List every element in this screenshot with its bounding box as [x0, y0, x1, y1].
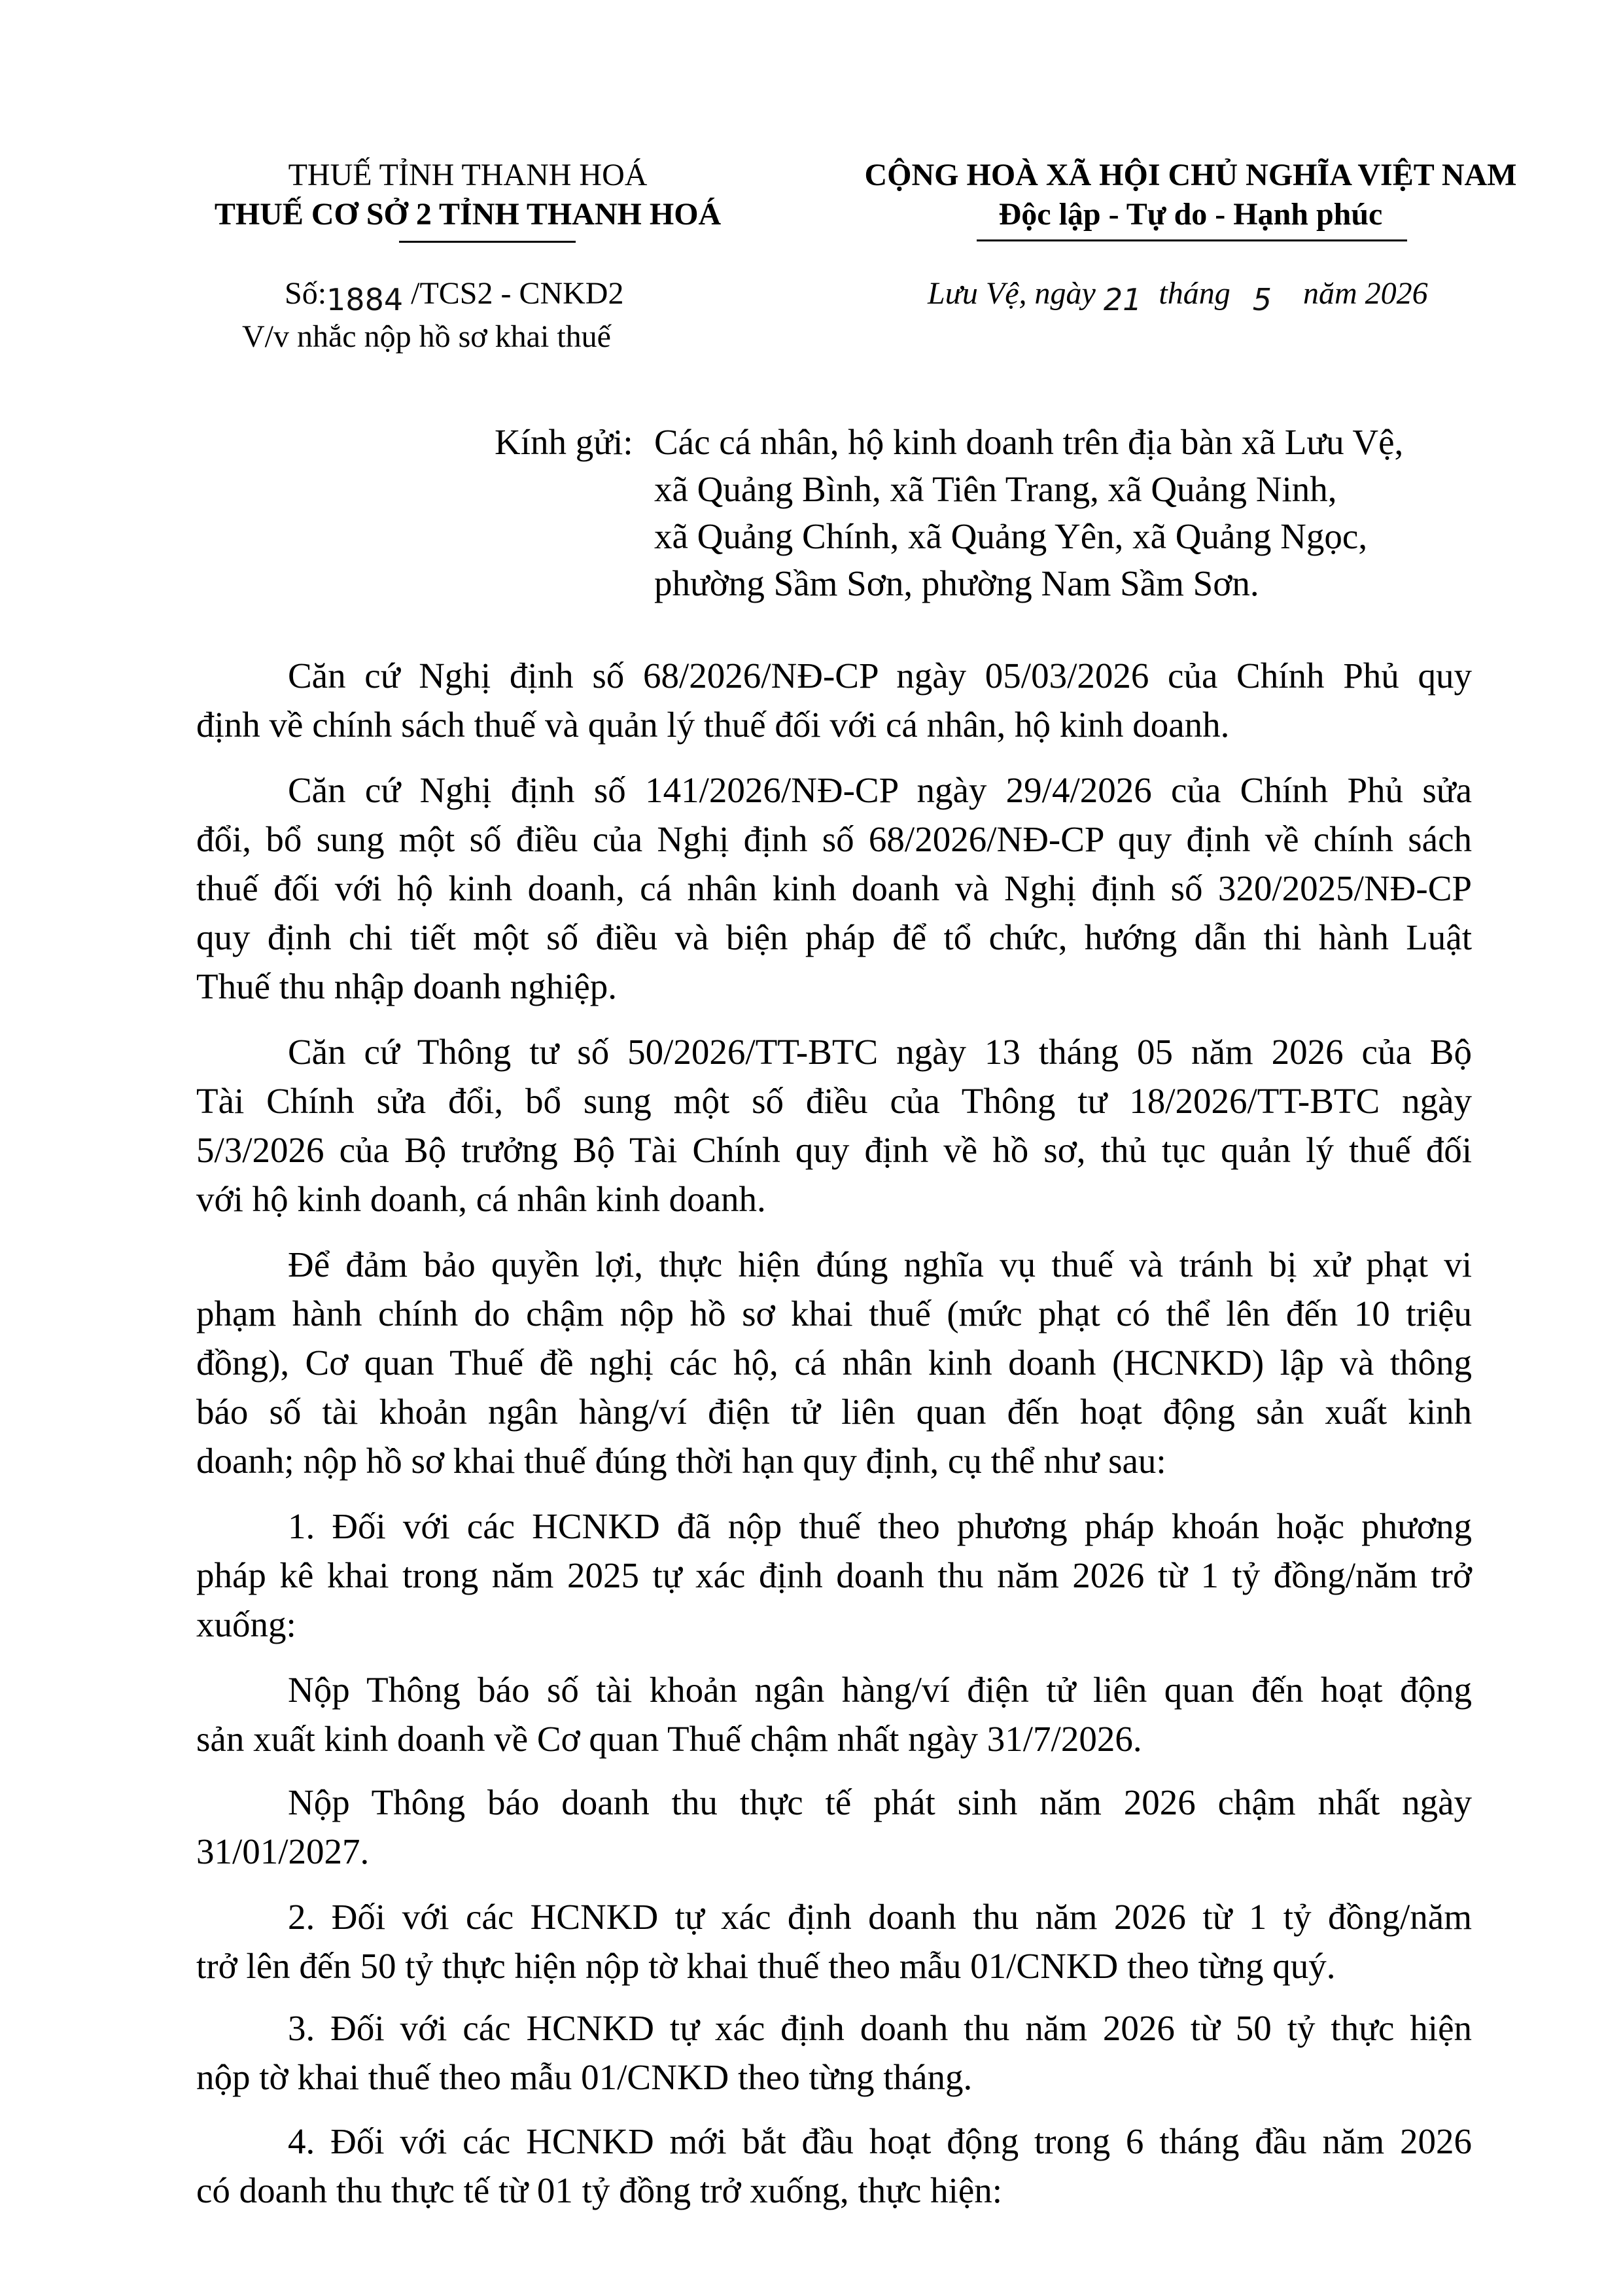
org-name-underline [399, 241, 576, 243]
text-line: đồng), Cơ quan Thuế đề nghị các hộ, cá nhân kinh doanh (HCNKD) lập và thông [196, 1343, 1472, 1383]
text-line: Để đảm bảo quyền lợi, thực hiện đúng nghĩa vụ thuế và tránh bị xử phạt vi [288, 1245, 1472, 1284]
text-line: 5/3/2026 của Bộ trưởng Bộ Tài Chính quy định về hồ sơ, thủ tục quản lý thuế đối [196, 1130, 1472, 1170]
date-year: năm 2026 [1302, 276, 1428, 311]
paragraph-item-3 [196, 2004, 1472, 2102]
text-line: doanh; nộp hồ sơ khai thuế đúng thời hạn quy định, cụ thể như sau: [196, 1441, 1166, 1481]
text-line: định về chính sách thuế và quản lý thuế đối với cá nhân, hộ kinh doanh. [196, 705, 1230, 745]
text-line: Tài Chính sửa đổi, bổ sung một số điều của Thông tư 18/2026/TT-BTC ngày [196, 1081, 1472, 1121]
date-month: 5 [1252, 282, 1272, 317]
motto: Độc lập - Tự do - Hạnh phúc [998, 197, 1383, 232]
date-month-label: tháng [1159, 276, 1230, 311]
document-number [285, 274, 624, 317]
text-line: 3. Đối với các HCNKD tự xác định doanh thu năm 2026 từ 50 tỷ thực hiện [288, 2008, 1472, 2048]
text-line: sản xuất kinh doanh về Cơ quan Thuế chậm nhất ngày 31/7/2026. [196, 1719, 1142, 1759]
paragraph-legal-basis-1 [196, 651, 1472, 749]
document-subject: V/v nhắc nộp hồ sơ khai thuế [242, 319, 611, 354]
paragraph-item-2 [196, 1892, 1472, 1990]
text-line: nộp tờ khai thuế theo mẫu 01/CNKD theo từng tháng. [196, 2057, 973, 2097]
text-line: báo số tài khoản ngân hàng/ví điện tử liên quan đến hoạt động sản xuất kinh [196, 1392, 1472, 1432]
text-line: quy định chi tiết một số điều và biện pháp để tổ chức, hướng dẫn thi hành Luật [196, 917, 1472, 957]
recipient-line: xã Quảng Bình, xã Tiên Trang, xã Quảng Ninh, [654, 469, 1337, 509]
recipient-line: phường Sầm Sơn, phường Nam Sầm Sơn. [654, 563, 1259, 603]
text-line: 2. Đối với các HCNKD tự xác định doanh thu năm 2026 từ 1 tỷ đồng/năm [288, 1897, 1472, 1937]
text-line: Căn cứ Nghị định số 68/2026/NĐ-CP ngày 05/03/2026 của Chính Phủ quy [288, 656, 1472, 696]
text-line: Nộp Thông báo doanh thu thực tế phát sinh năm 2026 chậm nhất ngày [288, 1782, 1472, 1822]
doc-number-handwritten: 1884 [326, 282, 404, 317]
text-line: phạm hành chính do chậm nộp hồ sơ khai thuế (mức phạt có thể lên đến 10 triệu [196, 1294, 1472, 1333]
recipient-line: xã Quảng Chính, xã Quảng Yên, xã Quảng Ngọc, [654, 516, 1368, 556]
paragraph-item-1-notice-revenue [196, 1778, 1472, 1876]
text-line: với hộ kinh doanh, cá nhân kinh doanh. [196, 1179, 766, 1219]
paragraph-legal-basis-3 [196, 1027, 1472, 1224]
org-name: THUẾ CƠ SỞ 2 TỈNH THANH HOÁ [214, 197, 722, 232]
doc-number-prefix: Số: [285, 276, 327, 311]
text-line: Thuế thu nhập doanh nghiệp. [196, 966, 618, 1006]
paragraph-item-4 [196, 2117, 1472, 2215]
text-line: 4. Đối với các HCNKD mới bắt đầu hoạt động trong 6 tháng đầu năm 2026 [288, 2121, 1472, 2161]
text-line: 31/01/2027. [196, 1831, 370, 1871]
paragraph-legal-basis-2 [196, 766, 1472, 1011]
place-date-prefix: Lưu Vệ, ngày [928, 276, 1096, 311]
paragraph-request [196, 1240, 1472, 1485]
text-line: Căn cứ Thông tư số 50/2026/TT-BTC ngày 13 tháng 05 năm 2026 của Bộ [288, 1032, 1472, 1072]
text-line: Căn cứ Nghị định số 141/2026/NĐ-CP ngày 29/4/2026 của Chính Phủ sửa [288, 770, 1472, 810]
paragraph-item-1-notice-account [196, 1665, 1472, 1763]
text-line: pháp kê khai trong năm 2025 tự xác định doanh thu năm 2026 từ 1 tỷ đồng/năm trở [196, 1555, 1472, 1595]
text-line: thuế đối với hộ kinh doanh, cá nhân kinh doanh và Nghị định số 320/2025/NĐ-CP [196, 868, 1472, 908]
recipient-label: Kính gửi: [495, 422, 633, 462]
text-line: đổi, bổ sung một số điều của Nghị định số 68/2026/NĐ-CP quy định về chính sách [196, 819, 1472, 859]
place-date [928, 274, 1428, 317]
text-line: có doanh thu thực tế từ 01 tỷ đồng trở xuống, thực hiện: [196, 2170, 1003, 2210]
text-line: xuống: [196, 1604, 296, 1644]
text-line: 1. Đối với các HCNKD đã nộp thuế theo phương pháp khoán hoặc phương [288, 1506, 1472, 1546]
country-name: CỘNG HOÀ XÃ HỘI CHỦ NGHĨA VIỆT NAM [864, 158, 1517, 192]
text-line: Nộp Thông báo số tài khoản ngân hàng/ví điện tử liên quan đến hoạt động [288, 1670, 1472, 1710]
motto-underline [977, 239, 1407, 241]
org-parent: THUẾ TỈNH THANH HOÁ [288, 158, 648, 192]
text-line: trở lên đến 50 tỷ thực hiện nộp tờ khai thuế theo mẫu 01/CNKD theo từng quý. [196, 1946, 1336, 1986]
recipient-line: Các cá nhân, hộ kinh doanh trên địa bàn xã Lưu Vệ, [654, 422, 1404, 462]
paragraph-item-1 [196, 1502, 1472, 1649]
date-day: 21 [1103, 282, 1142, 317]
doc-number-suffix: /TCS2 - CNKD2 [411, 276, 624, 311]
